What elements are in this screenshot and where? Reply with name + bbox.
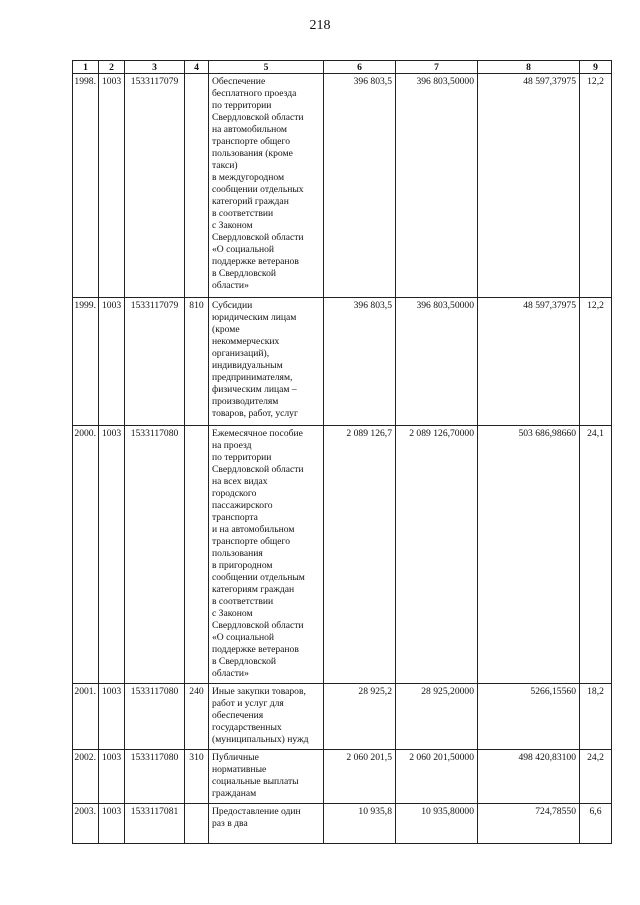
section-code: 1003 [99, 298, 125, 426]
header-cell: 2 [99, 61, 125, 74]
row-number: 2003. [73, 804, 99, 844]
planned-amount: 28 925,20000 [396, 684, 478, 750]
table-row [73, 804, 612, 844]
approved-amount: 396 803,5 [324, 74, 396, 298]
table-row [73, 74, 612, 298]
header-cell: 6 [324, 61, 396, 74]
row-number: 2002. [73, 750, 99, 804]
section-code: 1003 [99, 804, 125, 844]
page-number: 218 [309, 18, 331, 33]
execution-percent: 18,2 [580, 684, 612, 750]
expense-type: 310 [185, 750, 209, 804]
target-code: 1533117080 [125, 426, 185, 684]
table-row [73, 750, 612, 804]
approved-amount: 2 089 126,7 [324, 426, 396, 684]
row-number: 2001. [73, 684, 99, 750]
planned-amount: 10 935,80000 [396, 804, 478, 844]
target-code: 1533117080 [125, 684, 185, 750]
section-code: 1003 [99, 684, 125, 750]
execution-percent: 12,2 [580, 74, 612, 298]
item-name: Иные закупки товаров, работ и услуг для обеспечения государственных (муниципальных) нужд [209, 684, 324, 750]
execution-percent: 12,2 [580, 298, 612, 426]
row-number: 2000. [73, 426, 99, 684]
executed-amount: 48 597,37975 [478, 298, 580, 426]
expense-type [185, 426, 209, 684]
executed-amount: 724,78550 [478, 804, 580, 844]
approved-amount: 10 935,8 [324, 804, 396, 844]
approved-amount: 2 060 201,5 [324, 750, 396, 804]
header-cell: 8 [478, 61, 580, 74]
target-code: 1533117081 [125, 804, 185, 844]
execution-percent: 6,6 [580, 804, 612, 844]
header-cell: 5 [209, 61, 324, 74]
header-cell: 7 [396, 61, 478, 74]
item-name: Обеспечение бесплатного проезда по территории Свердловской области на автомобильном транспорте общего пользования (кроме такси) в междугородном сообщении отдельных категорий граждан в соответствии с Законом Свердловской области «О социальной поддержке ветеранов в Свердловской области» [209, 74, 324, 298]
target-code: 1533117079 [125, 298, 185, 426]
planned-amount: 2 089 126,70000 [396, 426, 478, 684]
section-code: 1003 [99, 750, 125, 804]
table-header-row [73, 61, 612, 74]
executed-amount: 48 597,37975 [478, 74, 580, 298]
expense-type: 810 [185, 298, 209, 426]
header-cell: 9 [580, 61, 612, 74]
section-code: 1003 [99, 74, 125, 298]
executed-amount: 503 686,98660 [478, 426, 580, 684]
section-code: 1003 [99, 426, 125, 684]
target-code: 1533117079 [125, 74, 185, 298]
item-name: Ежемесячное пособие на проезд по территории Свердловской области на всех видах городского пассажирского транспорта и на автомобильном транспорте общего пользования в пригородном сообщении отдельным категориям граждан в соответствии с Законом Свердловской области «О социальной поддержке ветеранов в Свердловской области» [209, 426, 324, 684]
item-name: Предоставление один раз в два [209, 804, 324, 844]
item-name: Публичные нормативные социальные выплаты гражданам [209, 750, 324, 804]
execution-percent: 24,1 [580, 426, 612, 684]
expense-type [185, 74, 209, 298]
table-row [73, 298, 612, 426]
row-number: 1999. [73, 298, 99, 426]
table-row [73, 426, 612, 684]
header-cell: 4 [185, 61, 209, 74]
planned-amount: 2 060 201,50000 [396, 750, 478, 804]
row-number: 1998. [73, 74, 99, 298]
table-row [73, 684, 612, 750]
expense-type: 240 [185, 684, 209, 750]
executed-amount: 498 420,83100 [478, 750, 580, 804]
header-cell: 1 [73, 61, 99, 74]
approved-amount: 28 925,2 [324, 684, 396, 750]
header-cell: 3 [125, 61, 185, 74]
planned-amount: 396 803,50000 [396, 298, 478, 426]
planned-amount: 396 803,50000 [396, 74, 478, 298]
item-name: Субсидии юридическим лицам (кроме некоммерческих организаций), индивидуальным предпринимателям, физическим лицам – производителям товаров, работ, услуг [209, 298, 324, 426]
approved-amount: 396 803,5 [324, 298, 396, 426]
expense-type [185, 804, 209, 844]
budget-table [72, 60, 612, 844]
target-code: 1533117080 [125, 750, 185, 804]
executed-amount: 5266,15560 [478, 684, 580, 750]
execution-percent: 24,2 [580, 750, 612, 804]
